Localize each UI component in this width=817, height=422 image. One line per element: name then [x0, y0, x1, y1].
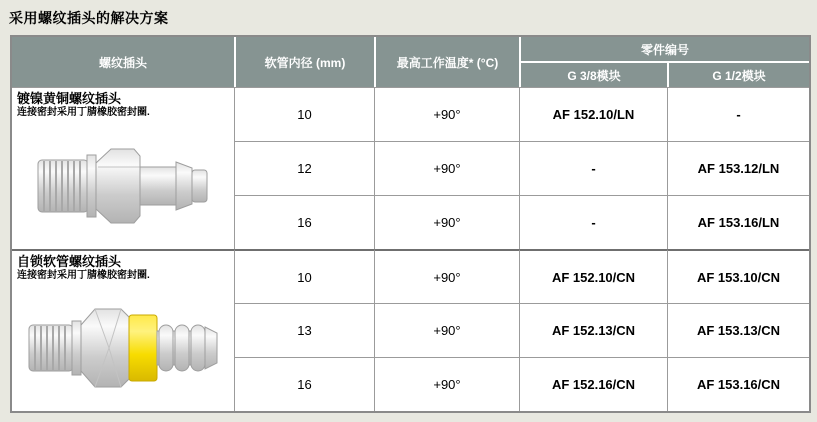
max-temp-cell: +90° [374, 141, 519, 195]
max-temp-cell: +90° [374, 195, 519, 249]
part-number-g12-cell: AF 153.16/CN [667, 357, 809, 411]
column-header-inner-diameter: 软管内径 (mm) [234, 37, 374, 87]
section-nickel-brass-plug [12, 87, 234, 249]
inner-diameter-cell: 16 [234, 195, 374, 249]
part-number-g12-cell: AF 153.16/LN [667, 195, 809, 249]
max-temp-cell: +90° [374, 357, 519, 411]
part-number-g38-cell: - [519, 195, 667, 249]
part-number-g38-cell: AF 152.16/CN [519, 357, 667, 411]
self-locking-fitting-image [17, 282, 228, 411]
part-number-g12-cell: AF 153.13/CN [667, 303, 809, 357]
page-title: 采用螺纹插头的解决方案 [9, 10, 169, 26]
inner-diameter-cell: 13 [234, 303, 374, 357]
inner-diameter-cell: 10 [234, 87, 374, 141]
max-temp-cell: +90° [374, 303, 519, 357]
max-temp-cell: +90° [374, 87, 519, 141]
max-temp-cell: +90° [374, 249, 519, 303]
plug-name: 镀镍黄铜螺纹插头 [17, 91, 122, 106]
part-number-g12-cell: - [667, 87, 809, 141]
part-number-g38-cell: AF 152.13/CN [519, 303, 667, 357]
inner-diameter-cell: 16 [234, 357, 374, 411]
part-number-g12-cell: AF 153.12/LN [667, 141, 809, 195]
plug-name: 自锁软管螺纹插头 [17, 254, 122, 269]
part-number-g38-cell: AF 152.10/LN [519, 87, 667, 141]
column-header-part-number: 零件编号 [519, 37, 809, 63]
plug-description: 连接密封采用丁腈橡胶密封圈. [17, 107, 150, 118]
section-self-locking-plug [12, 249, 234, 411]
column-header-plug: 螺纹插头 [12, 37, 234, 87]
part-number-g38-cell: AF 152.10/CN [519, 249, 667, 303]
part-number-g12-cell: AF 153.10/CN [667, 249, 809, 303]
inner-diameter-cell: 10 [234, 249, 374, 303]
catalog-table [10, 35, 811, 413]
plug-description: 连接密封采用丁腈橡胶密封圈. [17, 270, 150, 281]
part-number-g38-cell: - [519, 141, 667, 195]
inner-diameter-cell: 12 [234, 141, 374, 195]
nickel-brass-fitting-image [17, 119, 228, 249]
column-header-max-temp: 最高工作温度* (°C) [374, 37, 519, 87]
column-header-g38-module: G 3/8模块 [519, 63, 667, 87]
column-header-g12-module: G 1/2模块 [667, 63, 809, 87]
